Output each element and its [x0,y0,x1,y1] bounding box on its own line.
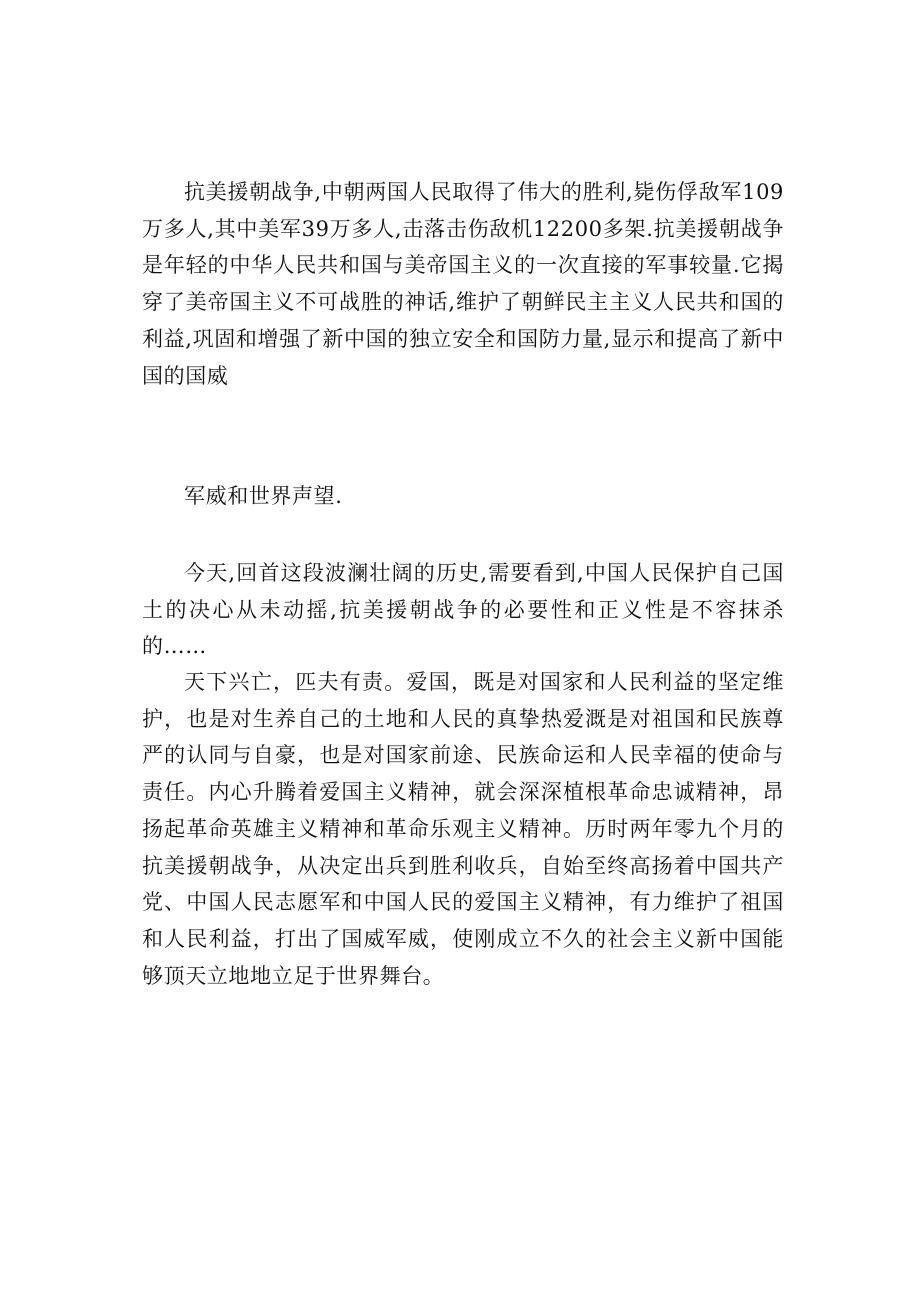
paragraph-reflection: 今天,回首这段波澜壮阔的历史,需要看到,中国人民保护自己国土的决心从未动摇,抗美援朝战争的必要性和正义性是不容抹杀的…… [142,561,784,659]
paragraph-victory-summary: 抗美援朝战争,中朝两国人民取得了伟大的胜利,毙伤俘敌军109万多人,其中美军39万多人,击落击伤敌机12200多架.抗美援朝战争是年轻的中华人民共和国与美帝国主义的一次直接的军事较量.它揭穿了美帝国主义不可战胜的神话,维护了朝鲜民主主义人民共和国的利益,巩固和增强了新中国的独立安全和国防力量,显示和提高了新中国的国威 [142,180,784,388]
paragraph-prestige: 军威和世界声望. [184,484,343,508]
paragraph-patriotism: 天下兴亡，匹夫有责。爱国，既是对国家和人民利益的坚定维护，也是对生养自己的土地和人民的真挚热爱溉是对祖国和民族尊严的认同与自豪，也是对国家前途、民族命运和人民幸福的使命与责任。内心升腾着爱国主义精神，就会深深植根革命忠诚精神，昂扬起革命英雄主义精神和革命乐观主义精神。历时两年零九个月的抗美援朝战争，从决定出兵到胜利收兵，自始至终高扬着中国共产党、中国人民志愿军和中国人民的爱国主义精神，有力维护了祖国和人民利益，打出了国威军威，使刚成立不久的社会主义新中国能够顶天立地地立足于世界舞台。 [142,670,784,988]
